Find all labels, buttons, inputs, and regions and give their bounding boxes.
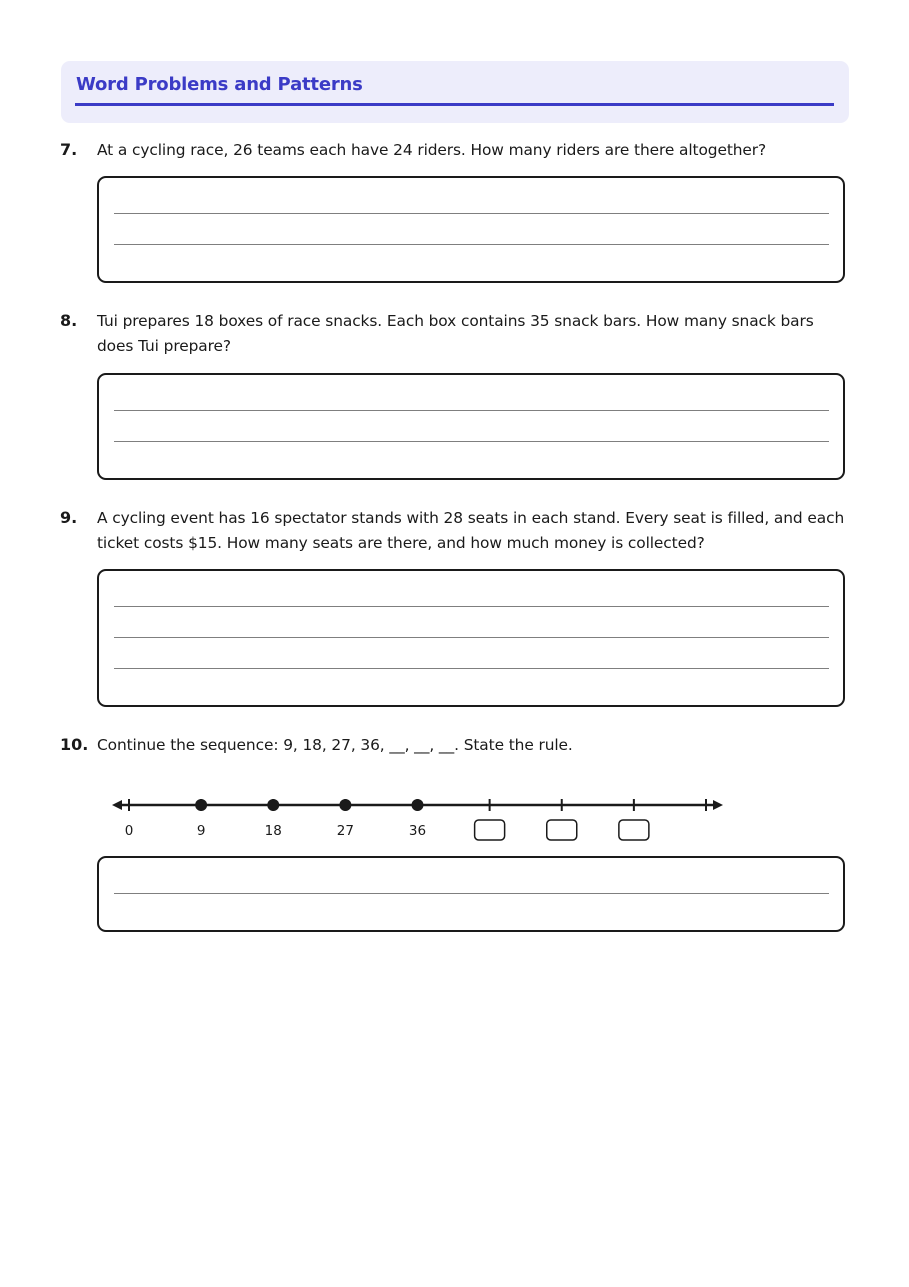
number-line: [100, 790, 740, 850]
answer-line: [114, 606, 829, 607]
question-9-number: 9.: [60, 508, 78, 527]
number-line-label: 27: [336, 823, 354, 839]
question-10-answer-box[interactable]: [97, 856, 845, 932]
question-10-number: 10.: [60, 735, 89, 754]
answer-line: [114, 668, 829, 669]
number-line-label: 9: [196, 823, 206, 839]
number-line-blank-box[interactable]: [547, 820, 577, 840]
number-line-point: [339, 799, 351, 811]
number-line-label: 36: [408, 823, 427, 839]
answer-line: [114, 213, 829, 214]
answer-line: [114, 441, 829, 442]
number-line-point: [267, 799, 279, 811]
number-line-left-arrow: [112, 800, 122, 810]
number-line-point: [195, 799, 207, 811]
number-line-label: 0: [124, 823, 134, 839]
question-9-answer-box[interactable]: [97, 569, 845, 707]
number-line-point: [412, 799, 424, 811]
number-line-label: 18: [264, 823, 282, 839]
answer-line: [114, 893, 829, 894]
question-7-answer-box[interactable]: [97, 176, 845, 283]
question-7-number: 7.: [60, 140, 78, 159]
section-title: Word Problems and Patterns: [76, 74, 363, 95]
question-7-text: At a cycling race, 26 teams each have 24 riders. How many riders are there altogether?: [97, 141, 767, 159]
number-line-blank-box[interactable]: [475, 820, 505, 840]
question-9-text: A cycling event has 16 spectator stands with 28 seats in each stand. Every seat is filled, and each ticket costs $15. How many seats are there, and how much money is collected?: [97, 509, 845, 552]
section-title-underline: [75, 103, 834, 106]
question-8-text: Tui prepares 18 boxes of race snacks. Each box contains 35 snack bars. How many snack bars does Tui prepare?: [97, 312, 814, 355]
question-10-text: Continue the sequence: 9, 18, 27, 36, __, __, __. State the rule.: [97, 736, 573, 754]
number-line-right-arrow: [713, 800, 723, 810]
number-line-blank-box[interactable]: [619, 820, 649, 840]
answer-line: [114, 637, 829, 638]
section-header: [61, 61, 849, 123]
answer-line: [114, 244, 829, 245]
question-8-answer-box[interactable]: [97, 373, 845, 480]
question-8-number: 8.: [60, 311, 78, 330]
answer-line: [114, 410, 829, 411]
